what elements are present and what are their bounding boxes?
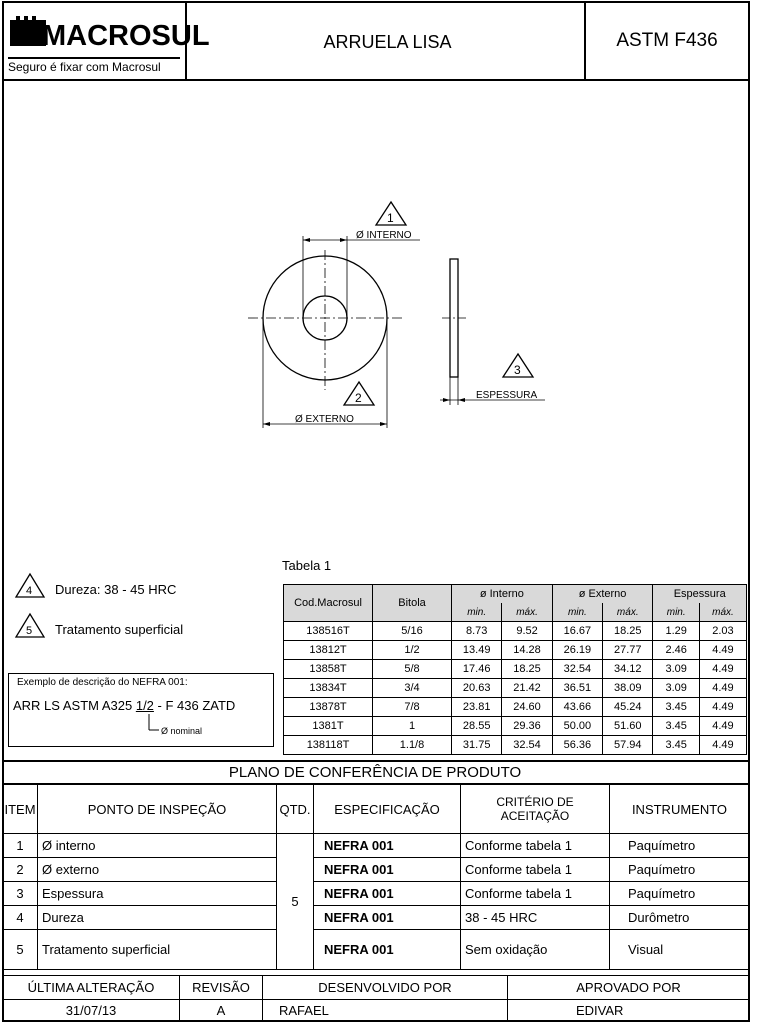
- plan-qty: 5: [277, 834, 314, 970]
- table1-cell: 18.25: [603, 622, 653, 641]
- plan-item: 1: [3, 834, 38, 858]
- table1-cell: 3.09: [653, 660, 700, 679]
- table1-cell: 32.54: [552, 660, 602, 679]
- label-external: Ø EXTERNO: [295, 414, 354, 425]
- logo-mark: [8, 14, 210, 54]
- plan-item: 5: [3, 930, 38, 970]
- plan-spec: NEFRA 001: [314, 834, 461, 858]
- col-code: Cod.Macrosul: [284, 585, 373, 622]
- plan-col-point: PONTO DE INSPEÇÃO: [38, 785, 277, 834]
- table1-cell: 18.25: [502, 660, 552, 679]
- note-4-text: Dureza: 38 - 45 HRC: [55, 582, 177, 597]
- table1-row: [284, 660, 747, 679]
- plan-col-spec: ESPECIFICAÇÃO: [314, 785, 461, 834]
- table1-cell: 3.45: [653, 717, 700, 736]
- table1-cell: 8.73: [452, 622, 502, 641]
- plan-spec: NEFRA 001: [314, 858, 461, 882]
- plan-spec: NEFRA 001: [314, 882, 461, 906]
- plan-row: [3, 858, 750, 882]
- plan-col-qty: QTD.: [277, 785, 314, 834]
- plan-row: [3, 906, 750, 930]
- plan-col-criteria: CRITÉRIO DE ACEITAÇÃO: [461, 785, 610, 834]
- plan-instrument: Visual: [610, 930, 750, 970]
- callout-1-num: 1: [387, 211, 394, 225]
- table1-cell: 51.60: [603, 717, 653, 736]
- plan-item: 3: [3, 882, 38, 906]
- sub-min: min.: [452, 603, 502, 622]
- table1-cell: 13812T: [284, 641, 373, 660]
- svg-text:4: 4: [26, 585, 33, 597]
- table1-cell: 34.12: [603, 660, 653, 679]
- footer-approved-label: APROVADO POR: [508, 976, 750, 1000]
- table1-cell: 50.00: [552, 717, 602, 736]
- table1-cell: 13878T: [284, 698, 373, 717]
- table1-cell: 3.09: [653, 679, 700, 698]
- table1-cell: 3.45: [653, 736, 700, 755]
- nominal-label: Ø nominal: [161, 726, 203, 736]
- table1-cell: 17.46: [452, 660, 502, 679]
- table1-row: [284, 717, 747, 736]
- col-external: ø Externo: [552, 585, 653, 604]
- table1: [283, 584, 747, 755]
- plan-spec: NEFRA 001: [314, 906, 461, 930]
- plan-point: Ø externo: [38, 858, 277, 882]
- table1-cell: 14.28: [502, 641, 552, 660]
- sub-max: máx.: [603, 603, 653, 622]
- table1-row: [284, 736, 747, 755]
- plan-criteria: Conforme tabela 1: [461, 882, 610, 906]
- table1-cell: 28.55: [452, 717, 502, 736]
- footer-last-change: 31/07/13: [3, 1000, 180, 1022]
- plan-row: [3, 930, 750, 970]
- table1-cell: 56.36: [552, 736, 602, 755]
- nominal-leader: [145, 714, 159, 734]
- plan-criteria: Sem oxidação: [461, 930, 610, 970]
- table1-cell: 13858T: [284, 660, 373, 679]
- table1-cell: 24.60: [502, 698, 552, 717]
- table1-cell: 4.49: [699, 698, 746, 717]
- table1-cell: 4.49: [699, 717, 746, 736]
- table1-cell: 23.81: [452, 698, 502, 717]
- table1-cell: 13.49: [452, 641, 502, 660]
- plan-body: [3, 834, 750, 970]
- example-box: [8, 673, 274, 747]
- table1-cell: 16.67: [552, 622, 602, 641]
- table1-cell: 31.75: [452, 736, 502, 755]
- table1-cell: 1/2: [373, 641, 452, 660]
- table1-cell: 20.63: [452, 679, 502, 698]
- footer-revision: A: [180, 1000, 263, 1022]
- table1-row: [284, 679, 747, 698]
- table1-cell: 5/8: [373, 660, 452, 679]
- table1-cell: 1.29: [653, 622, 700, 641]
- table1-cell: 5/16: [373, 622, 452, 641]
- table1-cell: 21.42: [502, 679, 552, 698]
- plan-criteria: Conforme tabela 1: [461, 858, 610, 882]
- plan-row: [3, 834, 750, 858]
- plan-instrument: Durômetro: [610, 906, 750, 930]
- logo-text: MACROSUL: [42, 20, 210, 52]
- table1-cell: 43.66: [552, 698, 602, 717]
- table1-cell: 32.54: [502, 736, 552, 755]
- plan-title: PLANO DE CONFERÊNCIA DE PRODUTO: [228, 764, 522, 781]
- plan-row: [3, 882, 750, 906]
- footer-developed: RAFAEL: [263, 1000, 508, 1022]
- table1-cell: 2.03: [699, 622, 746, 641]
- plan-instrument: Paquímetro: [610, 834, 750, 858]
- plan-criteria: Conforme tabela 1: [461, 834, 610, 858]
- table1-row: [284, 698, 747, 717]
- note-4-triangle-icon: [14, 572, 46, 600]
- col-internal: ø Interno: [452, 585, 553, 604]
- logo: [8, 14, 210, 74]
- callout-3-num: 3: [514, 363, 521, 377]
- footer-approved: EDIVAR: [508, 1000, 750, 1022]
- table1-cell: 138118T: [284, 736, 373, 755]
- note-5-triangle-icon: [14, 612, 46, 640]
- table1-cell: 27.77: [603, 641, 653, 660]
- table1-cell: 1381T: [284, 717, 373, 736]
- col-thickness: Espessura: [653, 585, 747, 604]
- example-text: [13, 698, 235, 713]
- plan-point: Ø interno: [38, 834, 277, 858]
- plan-table: [2, 784, 750, 970]
- logo-slogan: Seguro é fixar com Macrosul: [8, 57, 180, 74]
- table1-cell: 29.36: [502, 717, 552, 736]
- table1-cell: 57.94: [603, 736, 653, 755]
- washer-drawing: [0, 180, 768, 620]
- sub-min: min.: [552, 603, 602, 622]
- plan-point: Espessura: [38, 882, 277, 906]
- table1-cell: 4.49: [699, 660, 746, 679]
- table1-cell: 1: [373, 717, 452, 736]
- table1-cell: 36.51: [552, 679, 602, 698]
- table1-row: [284, 622, 747, 641]
- example-nominal: 1/2: [135, 698, 154, 713]
- footer-table: [2, 975, 750, 1022]
- table1-body: [284, 622, 747, 755]
- footer-developed-label: DESENVOLVIDO POR: [263, 976, 508, 1000]
- table1-cell: 9.52: [502, 622, 552, 641]
- sub-max: máx.: [699, 603, 746, 622]
- table1-cell: 3/4: [373, 679, 452, 698]
- svg-text:5: 5: [26, 625, 33, 637]
- note-5-text: Tratamento superficial: [55, 622, 184, 637]
- table1-cell: 7/8: [373, 698, 452, 717]
- table1-cell: 3.45: [653, 698, 700, 717]
- doc-standard: ASTM F436: [616, 30, 718, 51]
- footer-last-change-label: ÚLTIMA ALTERAÇÃO: [3, 976, 180, 1000]
- plan-col-item: ITEM: [3, 785, 38, 834]
- plan-point: Dureza: [38, 906, 277, 930]
- table1-cell: 26.19: [552, 641, 602, 660]
- table1-row: [284, 641, 747, 660]
- sub-min: min.: [653, 603, 700, 622]
- plan-item: 2: [3, 858, 38, 882]
- table1-cell: 45.24: [603, 698, 653, 717]
- plan-point: Tratamento superficial: [38, 930, 277, 970]
- plan-spec: NEFRA 001: [314, 930, 461, 970]
- doc-title: ARRUELA LISA: [323, 32, 452, 52]
- label-thickness: ESPESSURA: [476, 390, 538, 401]
- table1-cell: 38.09: [603, 679, 653, 698]
- label-internal: Ø INTERNO: [356, 230, 412, 241]
- plan-criteria: 38 - 45 HRC: [461, 906, 610, 930]
- callout-2-num: 2: [355, 391, 362, 405]
- table1-cell: 13834T: [284, 679, 373, 698]
- example-heading: Exemplo de descrição do NEFRA 001:: [17, 677, 188, 688]
- plan-instrument: Paquímetro: [610, 882, 750, 906]
- table1-cell: 2.46: [653, 641, 700, 660]
- col-gauge: Bitola: [373, 585, 452, 622]
- example-suffix: - F 436 ZATD: [153, 698, 236, 713]
- table1-cell: 138516T: [284, 622, 373, 641]
- plan-item: 4: [3, 906, 38, 930]
- plan-col-instrument: INSTRUMENTO: [610, 785, 750, 834]
- table1-caption: Tabela 1: [282, 558, 332, 573]
- example-prefix: ARR LS ASTM A325: [13, 698, 136, 713]
- table1-cell: 4.49: [699, 679, 746, 698]
- table1-cell: 4.49: [699, 736, 746, 755]
- table1-cell: 4.49: [699, 641, 746, 660]
- plan-instrument: Paquímetro: [610, 858, 750, 882]
- table1-cell: 1.1/8: [373, 736, 452, 755]
- sub-max: máx.: [502, 603, 552, 622]
- footer-revision-label: REVISÃO: [180, 976, 263, 1000]
